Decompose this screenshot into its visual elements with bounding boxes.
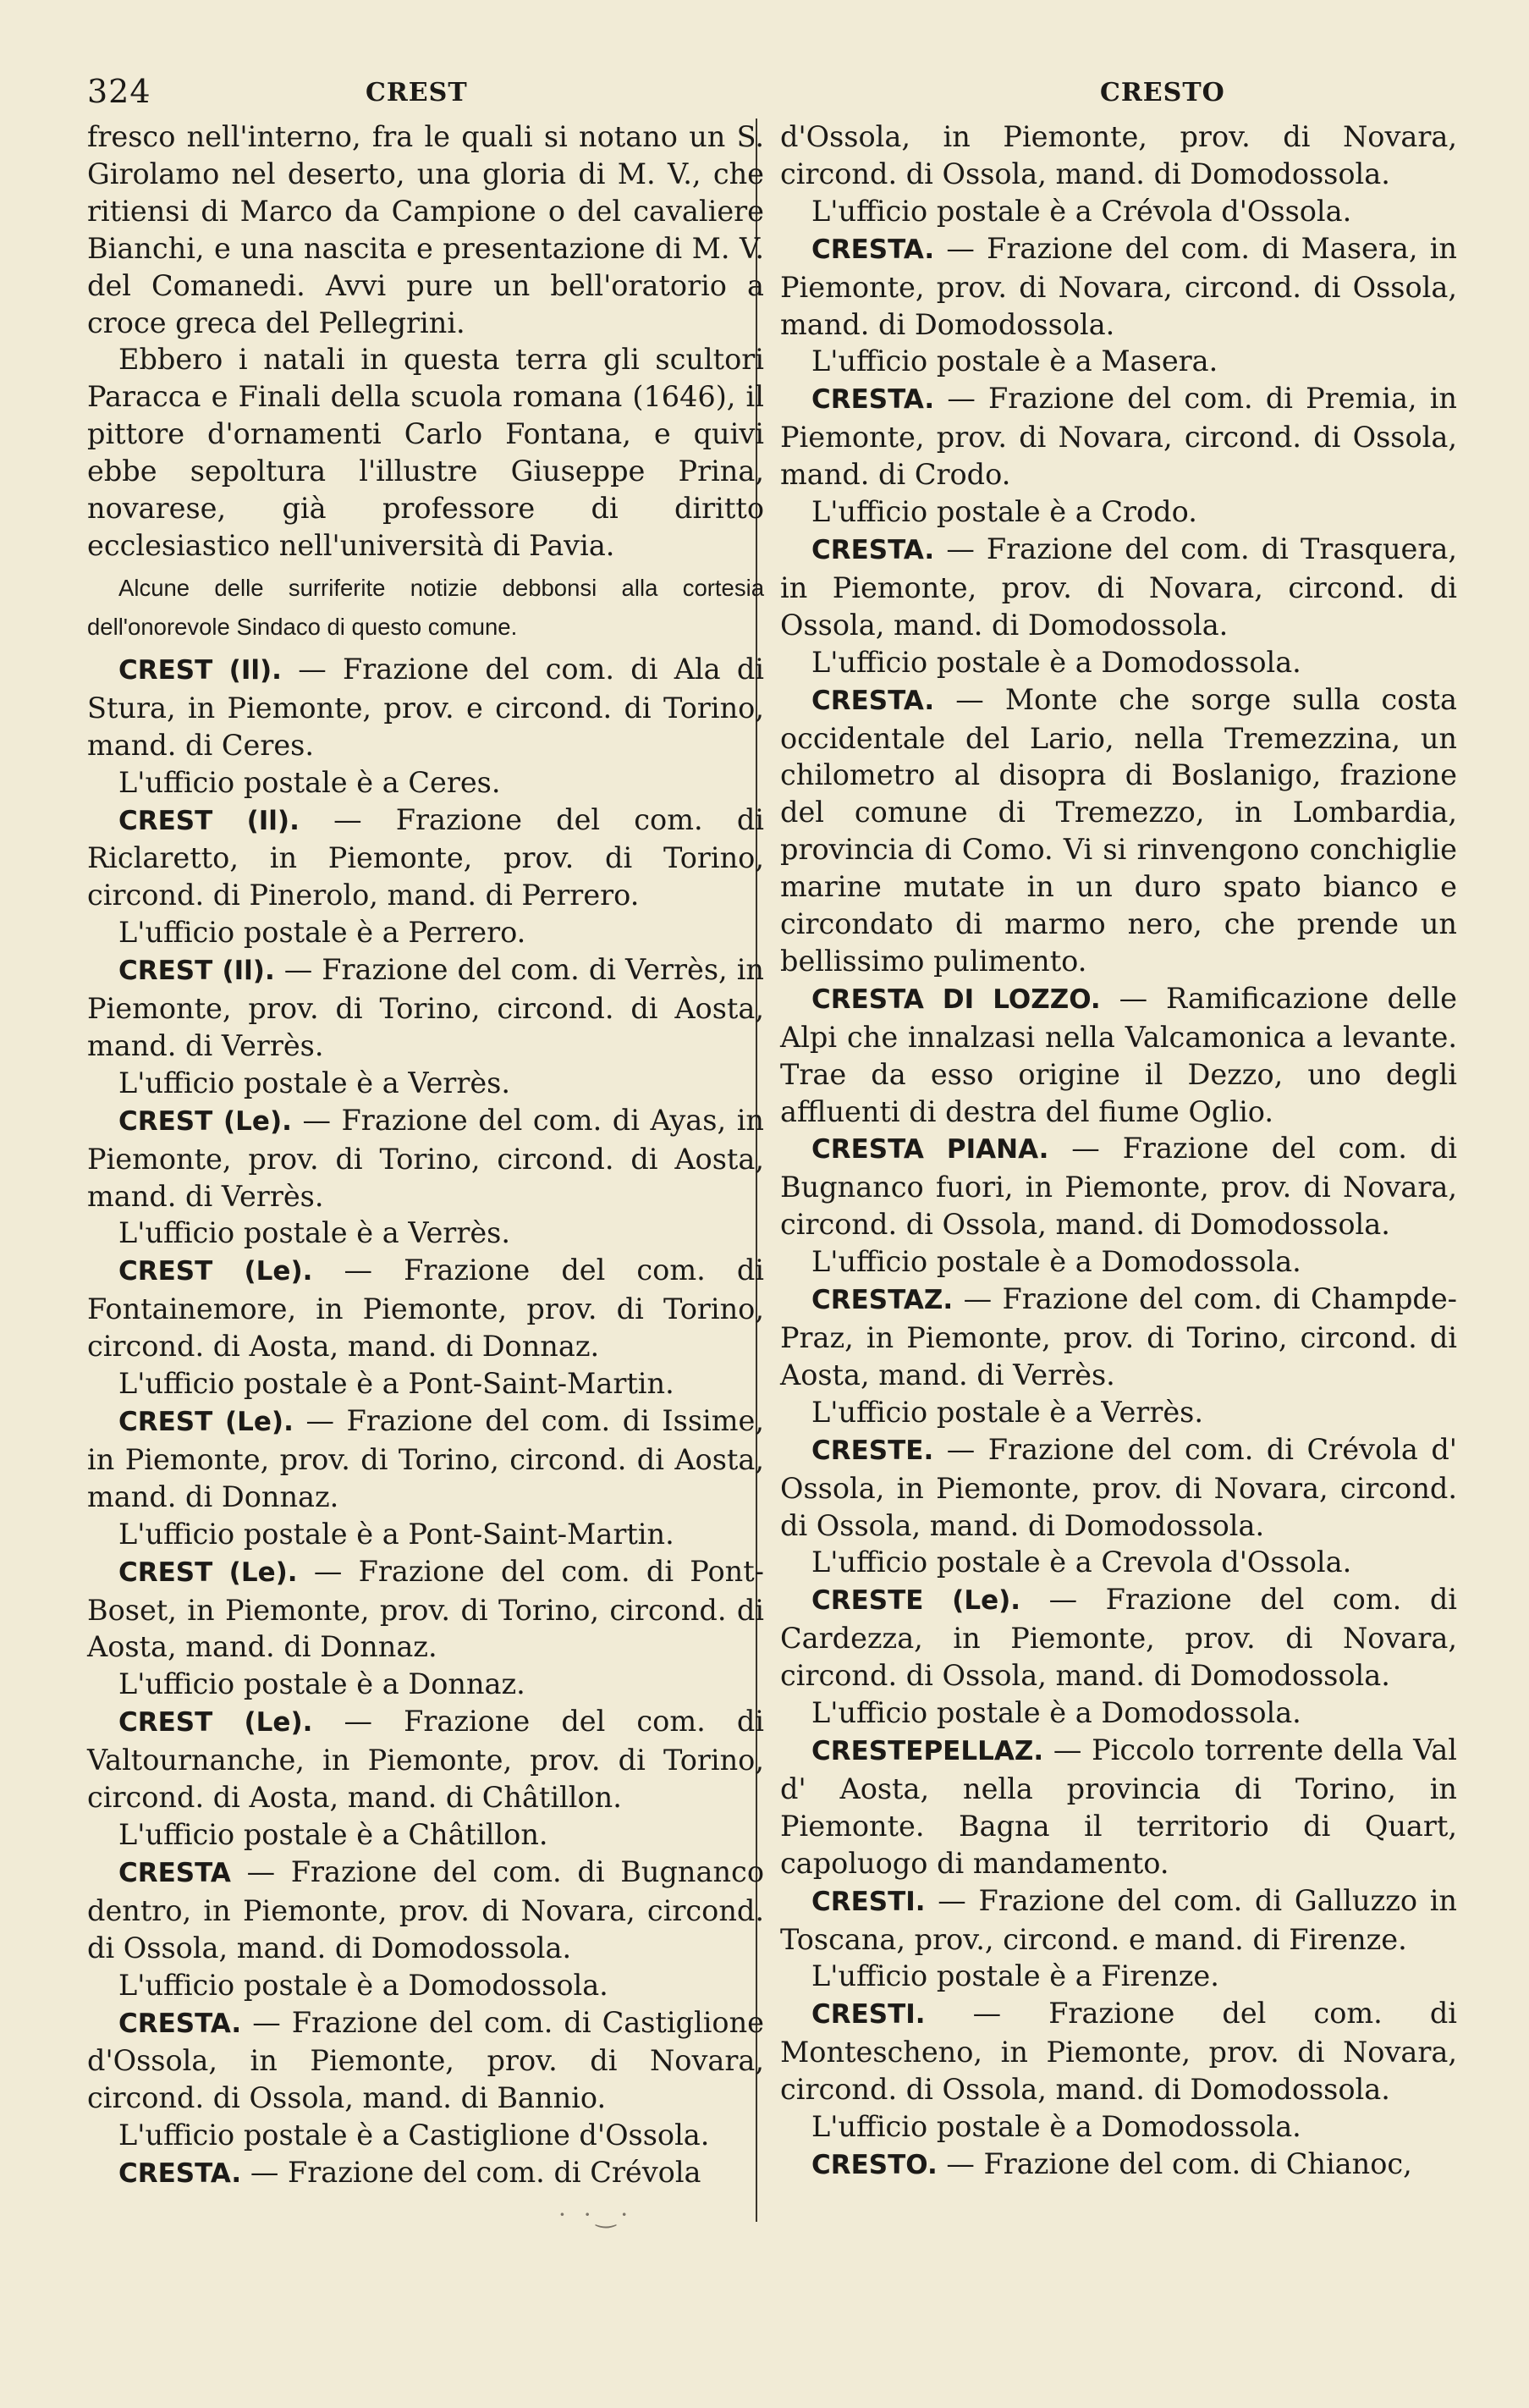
text-paragraph bbox=[780, 1694, 1457, 1732]
entry-paragraph bbox=[87, 951, 764, 1065]
entry-paragraph bbox=[780, 230, 1457, 344]
running-head-left: CREST bbox=[366, 78, 468, 107]
text-paragraph bbox=[87, 764, 764, 802]
entry-headword: CREST (Le). bbox=[118, 1407, 294, 1437]
entry-text: L'ufficio postale è a Masera. bbox=[811, 344, 1218, 378]
entry-text: — Frazione del com. di Bugnanco dentro, in Piemonte, prov. di Novara, circond. di Ossola, mand. di Domodossola. bbox=[87, 1854, 764, 1964]
entry-text: — Piccolo torrente della Val d' Aosta, nella provincia di Torino, in Piemonte. Bagna il territorio di Quart, capoluogo di mandamento. bbox=[780, 1733, 1457, 1880]
entry-paragraph bbox=[87, 1703, 764, 1816]
entry-paragraph bbox=[87, 1102, 764, 1215]
text-paragraph bbox=[780, 1243, 1457, 1281]
entry-headword: CRESTEPELLAZ. bbox=[811, 1735, 1044, 1766]
entry-paragraph bbox=[87, 651, 764, 764]
entry-text: L'ufficio postale è a Crévola d'Ossola. bbox=[811, 194, 1352, 228]
page-number: 324 bbox=[87, 73, 151, 110]
entry-headword: CRESTA. bbox=[811, 234, 935, 265]
entry-headword: CRESTO. bbox=[811, 2149, 938, 2180]
entry-text: — Frazione del com. di Pont-Boset, in Piemonte, prov. di Torino, circond. di Aosta, mand. di Donnaz. bbox=[87, 1554, 764, 1664]
text-paragraph bbox=[87, 2117, 764, 2154]
text-paragraph bbox=[780, 193, 1457, 230]
entry-text: — Frazione del com. di Chianoc, bbox=[937, 2146, 1412, 2180]
entry-headword: CRESTA. bbox=[118, 2008, 242, 2039]
text-paragraph bbox=[780, 1544, 1457, 1581]
text-paragraph bbox=[780, 1394, 1457, 1431]
entry-text: L'ufficio postale è a Pont-Saint-Martin. bbox=[118, 1367, 674, 1401]
entry-text: L'ufficio postale è a Donnaz. bbox=[118, 1667, 525, 1701]
entry-text: L'ufficio postale è a Domodossola. bbox=[118, 1968, 608, 2002]
text-paragraph bbox=[87, 1065, 764, 1102]
entry-text: — Frazione del com. di Valtournanche, in Piemonte, prov. di Torino, circond. di Aosta, mand. di Châtillon. bbox=[87, 1705, 765, 1815]
page-footer-mark: · ·‿· bbox=[558, 2201, 634, 2229]
entry-text: L'ufficio postale è a Domodossola. bbox=[811, 2110, 1301, 2144]
entry-paragraph bbox=[87, 2154, 764, 2193]
entry-headword: CRESTA. bbox=[811, 534, 935, 565]
entry-text: L'ufficio postale è a Perrero. bbox=[118, 916, 526, 950]
entry-text: L'ufficio postale è a Castiglione d'Ossola. bbox=[118, 2119, 710, 2152]
entry-text: L'ufficio postale è a Verrès. bbox=[118, 1066, 510, 1099]
entry-paragraph bbox=[87, 2004, 764, 2118]
entry-paragraph bbox=[780, 1882, 1457, 1959]
entry-headword: CRESTA. bbox=[811, 384, 935, 416]
text-paragraph bbox=[780, 2108, 1457, 2146]
entry-text: — Frazione del com. di Crévola d' Ossola, in Piemonte, prov. di Novara, circond. di Ossola, mand. di Domodossola. bbox=[780, 1432, 1457, 1542]
entry-headword: CREST (Il). bbox=[118, 805, 300, 836]
entry-text: Ebbero i natali in questa terra gli scultori Paracca e Finali della scuola romana (1646), il pittore d'ornamenti Carlo Fontana, e quivi ebbe sepoltura l'illustre Giuseppe Prina, novarese, già professore di diritto ecclesiastico nell'università di Pavia. bbox=[87, 343, 764, 562]
entry-paragraph bbox=[780, 1281, 1457, 1394]
entry-text: — Ramificazione delle Alpi che innalzasi nella Valcamonica a levante. Trae da esso origine il Dezzo, uno degli affluenti di destra del fiume Oglio. bbox=[780, 981, 1457, 1128]
entry-text: — Frazione del com. di Trasquera, in Piemonte, prov. di Novara, circond. di Ossola, mand. di Domodossola. bbox=[780, 532, 1457, 642]
entry-headword: CREST (Il). bbox=[118, 956, 275, 987]
entry-text: L'ufficio postale è a Domodossola. bbox=[811, 1245, 1301, 1279]
entry-text: — Frazione del com. di Verrès, in Piemonte, prov. di Torino, circond. di Aosta, mand. di Verrès. bbox=[87, 953, 764, 1062]
entry-text: — Frazione del com. di Riclaretto, in Piemonte, prov. di Torino, circond. di Pinerolo, mand. di Perrero. bbox=[87, 802, 764, 912]
text-paragraph bbox=[87, 341, 764, 564]
text-paragraph bbox=[87, 1516, 764, 1553]
entry-headword: CREST (Le). bbox=[118, 1105, 292, 1137]
entry-headword: CRESTA DI LOZZO. bbox=[811, 984, 1101, 1015]
text-paragraph bbox=[87, 1215, 764, 1252]
entry-headword: CRESTA. bbox=[118, 2158, 242, 2190]
entry-text: — Frazione del com. di Issime, in Piemonte, prov. di Torino, circond. di Aosta, mand. di Donnaz. bbox=[87, 1404, 764, 1513]
entry-paragraph bbox=[780, 1130, 1457, 1243]
entry-text: L'ufficio postale è a Pont-Saint-Martin. bbox=[118, 1517, 674, 1551]
text-paragraph bbox=[87, 569, 764, 647]
entry-headword: CRESTA bbox=[118, 1857, 231, 1888]
entry-text: — Frazione del com. di Montescheno, in Piemonte, prov. di Novara, circond. di Ossola, mand. di Domodossola. bbox=[780, 1997, 1457, 2107]
text-paragraph bbox=[87, 1365, 764, 1402]
entry-paragraph bbox=[780, 1995, 1457, 2108]
text-paragraph bbox=[780, 644, 1457, 681]
entry-text: — Frazione del com. di Ala di Stura, in Piemonte, prov. e circond. di Torino, mand. di Ceres. bbox=[87, 652, 764, 762]
entry-headword: CRESTA PIANA. bbox=[811, 1134, 1049, 1165]
entry-paragraph bbox=[780, 980, 1457, 1131]
entry-paragraph bbox=[780, 1581, 1457, 1694]
entry-text: — Frazione del com. di Fontainemore, in Piemonte, prov. di Torino, circond. di Aosta, mand. di Donnaz. bbox=[87, 1254, 765, 1364]
entry-headword: CRESTAZ. bbox=[811, 1285, 954, 1316]
entry-headword: CREST (Le). bbox=[118, 1707, 313, 1738]
entry-headword: CREST (Le). bbox=[118, 1557, 298, 1588]
text-paragraph bbox=[780, 118, 1457, 193]
entry-text: Alcune delle surriferite notizie debbonsi alla cortesia dell'onorevole Sindaco di questo comune. bbox=[87, 574, 764, 640]
entry-text: L'ufficio postale è a Firenze. bbox=[811, 1959, 1219, 1993]
entry-headword: CRESTE. bbox=[811, 1435, 934, 1466]
right-column bbox=[780, 118, 1457, 2185]
entry-text: L'ufficio postale è a Ceres. bbox=[118, 765, 501, 799]
entry-text: L'ufficio postale è a Verrès. bbox=[811, 1395, 1203, 1429]
entry-text: — Monte che sorge sulla costa occidentale del Lario, nella Tremezzina, un chilometro al disopra di Boslanigo, frazione del comune di Tremezzo, in Lombardia, provincia di Como. Vi si rinvengono conchiglie marine mutate in un duro spato bianco e circondato di marmo nero, che prende un bellissimo pulimento. bbox=[780, 682, 1457, 978]
entry-text: — Frazione del com. di Galluzzo in Toscana, prov., circond. e mand. di Firenze. bbox=[780, 1883, 1457, 1956]
entry-paragraph bbox=[87, 1854, 764, 1967]
entry-paragraph bbox=[780, 2146, 1457, 2185]
entry-text: L'ufficio postale è a Domodossola. bbox=[811, 645, 1301, 679]
left-column bbox=[87, 118, 764, 2193]
entry-text: — Frazione del com. di Crévola bbox=[241, 2156, 701, 2190]
entry-text: — Frazione del com. di Ayas, in Piemonte, prov. di Torino, circond. di Aosta, mand. di Verrès. bbox=[87, 1103, 764, 1213]
entry-text: — Frazione del com. di Champde-Praz, in Piemonte, prov. di Torino, circond. di Aosta, mand. di Verrès. bbox=[780, 1282, 1457, 1391]
text-paragraph bbox=[780, 493, 1457, 531]
entry-text: — Frazione del com. di Cardezza, in Piemonte, prov. di Novara, circond. di Ossola, mand. di Domodossola. bbox=[780, 1583, 1457, 1693]
entry-text: L'ufficio postale è a Verrès. bbox=[118, 1216, 510, 1250]
entry-paragraph bbox=[780, 1732, 1457, 1882]
text-paragraph bbox=[87, 118, 764, 341]
entry-paragraph bbox=[87, 1553, 764, 1667]
entry-headword: CRESTA. bbox=[811, 685, 935, 716]
running-head-right: CRESTO bbox=[1100, 78, 1225, 107]
entry-headword: CREST (Le). bbox=[118, 1256, 313, 1287]
text-paragraph bbox=[87, 1816, 764, 1854]
entry-paragraph bbox=[780, 531, 1457, 644]
entry-text: L'ufficio postale è a Crodo. bbox=[811, 495, 1197, 529]
text-paragraph bbox=[87, 914, 764, 951]
entry-text: — Frazione del com. di Premia, in Piemonte, prov. di Novara, circond. di Ossola, mand. di Crodo. bbox=[780, 382, 1457, 492]
entry-paragraph bbox=[87, 802, 764, 915]
entry-text: — Frazione del com. di Castiglione d'Ossola, in Piemonte, prov. di Novara, circond. di Ossola, mand. di Bannio. bbox=[87, 2005, 764, 2115]
entry-text: d'Ossola, in Piemonte, prov. di Novara, circond. di Ossola, mand. di Domodossola. bbox=[780, 120, 1457, 190]
entry-headword: CRESTI. bbox=[811, 1886, 926, 1917]
entry-paragraph bbox=[780, 380, 1457, 493]
text-paragraph bbox=[87, 1967, 764, 2004]
entry-headword: CREST (Il). bbox=[118, 654, 282, 686]
text-paragraph bbox=[780, 343, 1457, 380]
entry-text: L'ufficio postale è a Châtillon. bbox=[118, 1817, 548, 1851]
entry-paragraph bbox=[87, 1252, 764, 1365]
entry-paragraph bbox=[87, 1402, 764, 1516]
entry-paragraph bbox=[780, 681, 1457, 980]
entry-text: — Frazione del com. di Bugnanco fuori, in Piemonte, prov. di Novara, circond. di Ossola, mand. di Domodossola. bbox=[780, 1132, 1457, 1242]
entry-text: L'ufficio postale è a Domodossola. bbox=[811, 1696, 1301, 1730]
entry-headword: CRESTE (Le). bbox=[811, 1585, 1021, 1617]
entry-headword: CRESTI. bbox=[811, 1999, 926, 2031]
entry-text: — Frazione del com. di Masera, in Piemonte, prov. di Novara, circond. di Ossola, mand. di Domodossola. bbox=[780, 231, 1457, 341]
entry-paragraph bbox=[780, 1431, 1457, 1545]
text-paragraph bbox=[87, 1666, 764, 1703]
entry-text: L'ufficio postale è a Crevola d'Ossola. bbox=[811, 1546, 1352, 1579]
text-paragraph bbox=[780, 1958, 1457, 1995]
entry-text: fresco nell'interno, fra le quali si notano un S. Girolamo nel deserto, una gloria di M. V., che ritiensi di Marco da Campione o del cavaliere Bianchi, e una nascita e presentazione di M. V. del Comanedi. Avvi pure un bell'oratorio a croce greca del Pellegrini. bbox=[87, 120, 764, 339]
